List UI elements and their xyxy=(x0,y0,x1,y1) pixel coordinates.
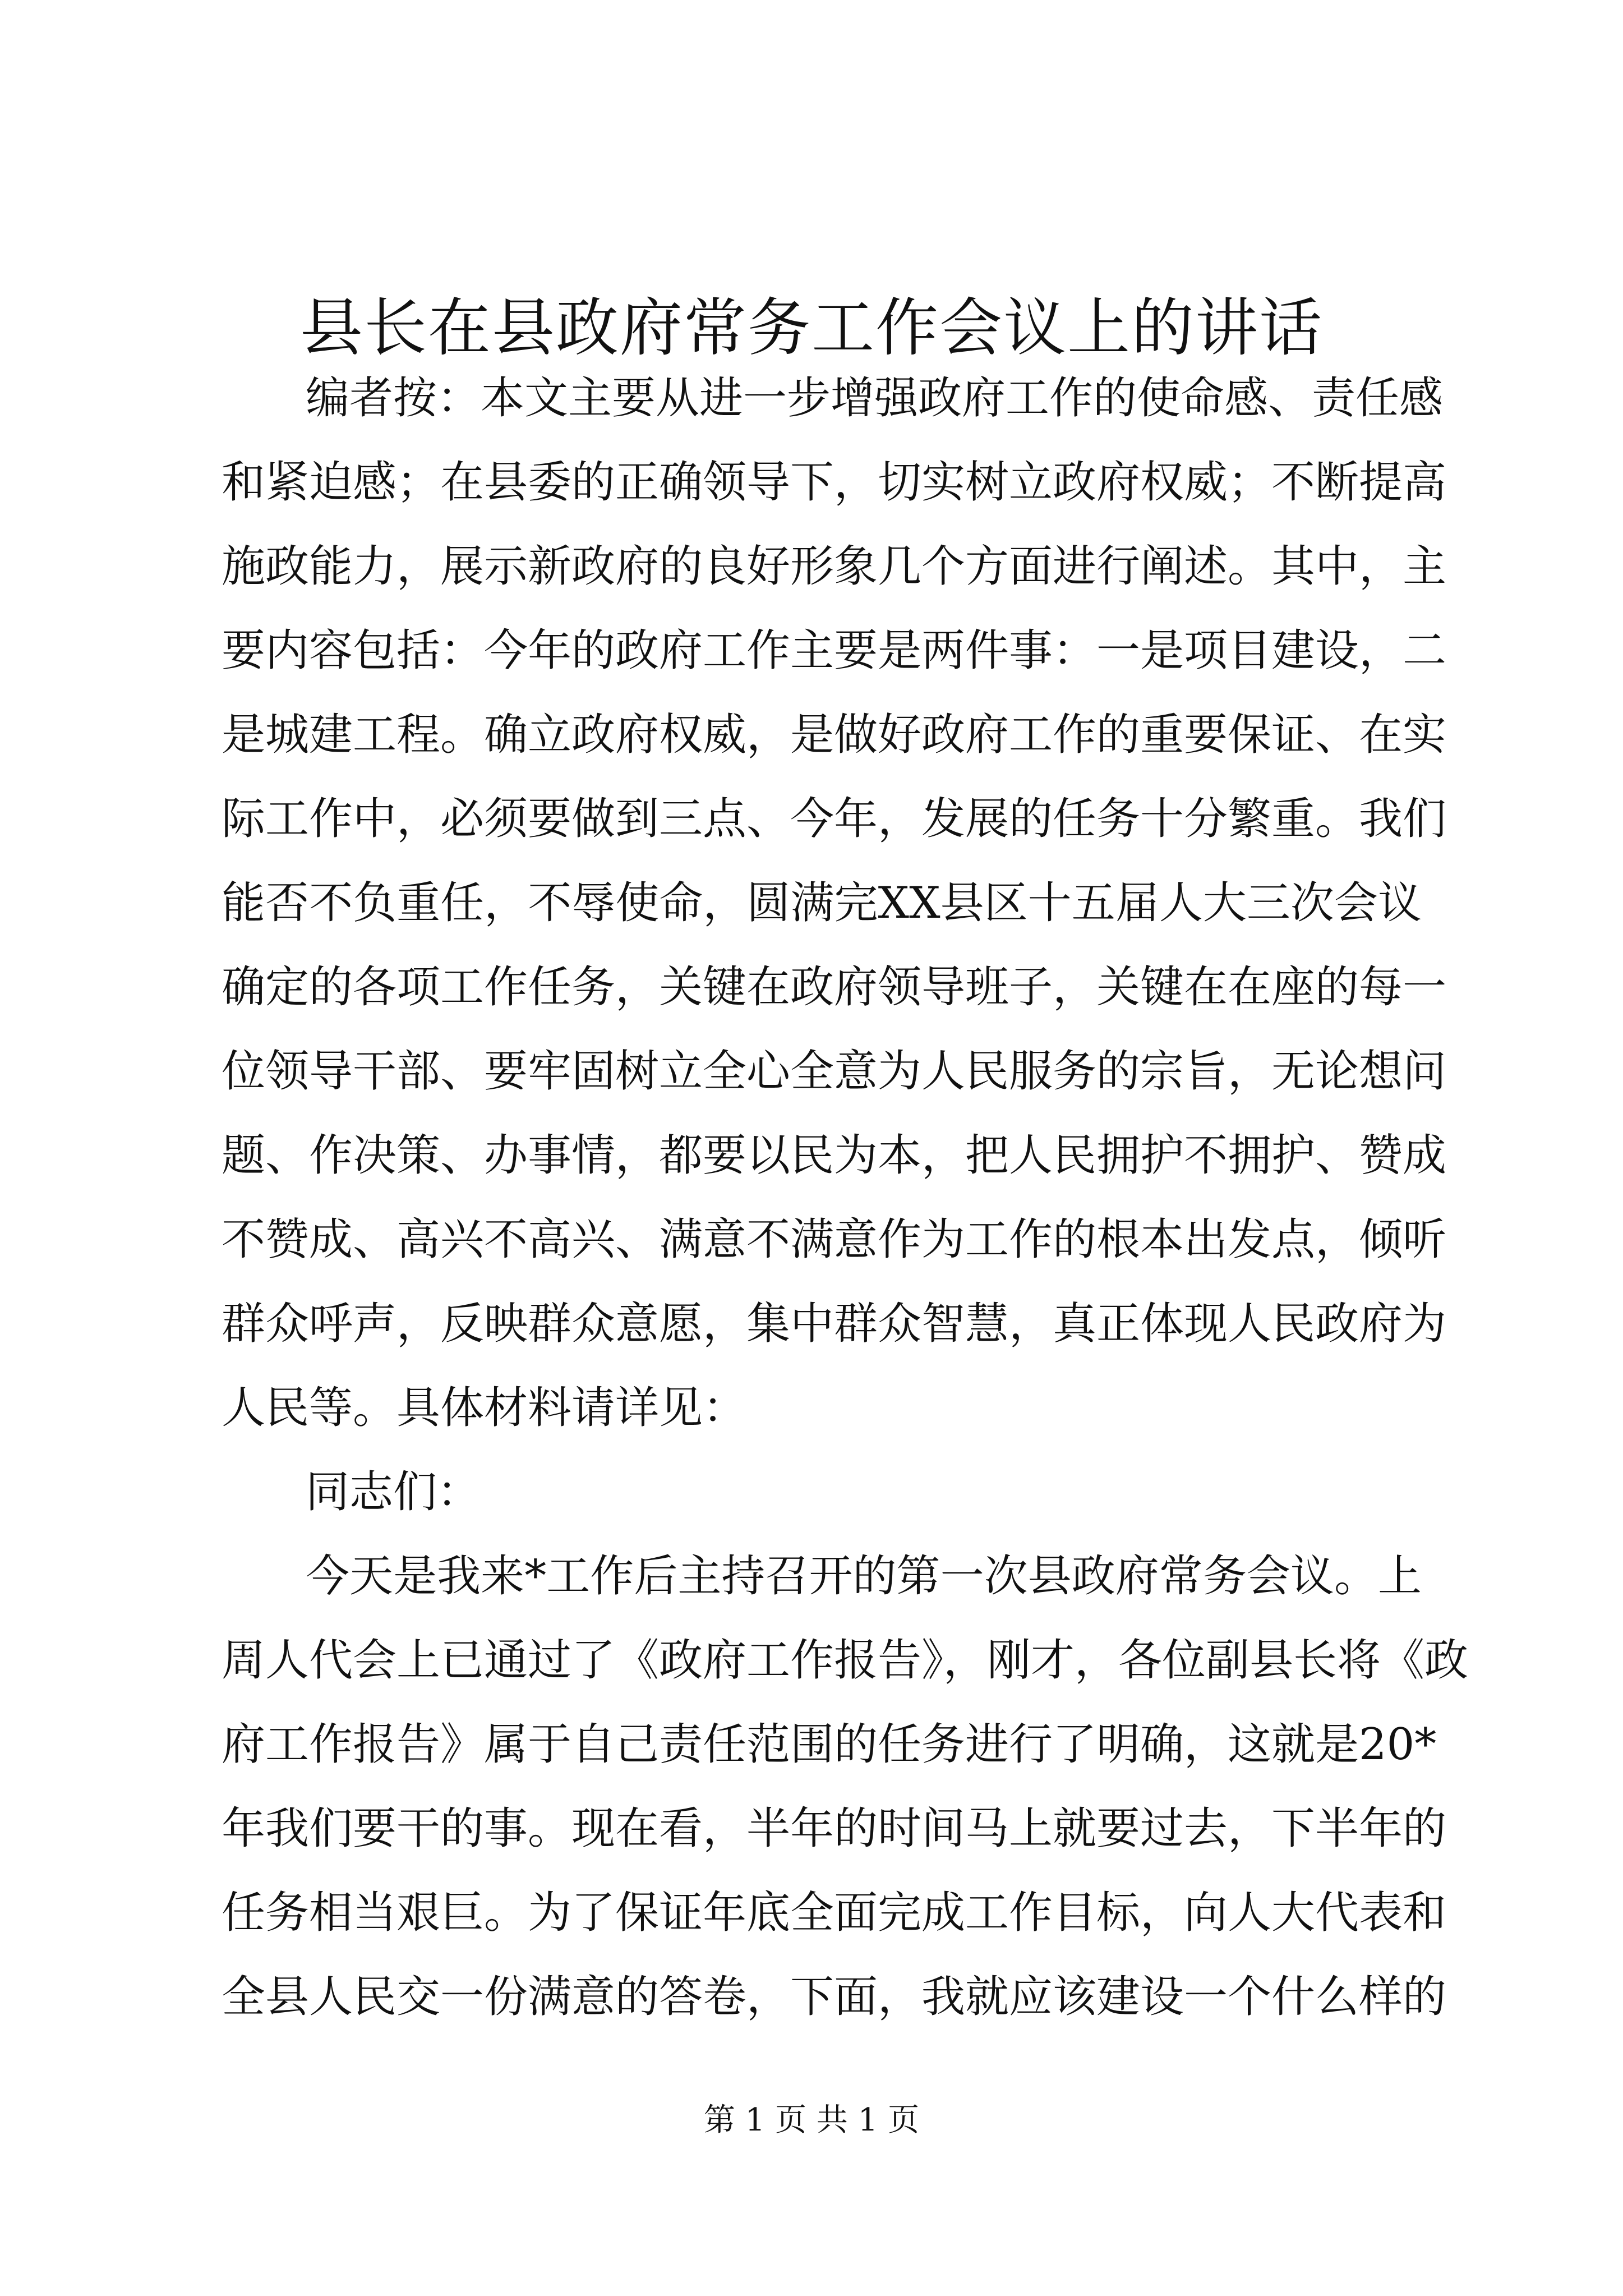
body-line: 年我们要干的事。现在看，半年的时间马上就要过去，下半年的 xyxy=(222,1803,1447,1854)
editor-note-line: 编者按：本文主要从进一步增强政府工作的使命感、责任感 xyxy=(306,373,1444,424)
body-line: 周人代会上已通过了《政府工作报告》，刚才，各位副县长将《政 xyxy=(222,1635,1469,1686)
salutation: 同志们： xyxy=(306,1467,481,1517)
body-line: 今天是我来*工作后主持召开的第一次县政府常务会议。上 xyxy=(306,1551,1422,1602)
editor-note-line: 题、作决策、办事情，都要以民为本，把人民拥护不拥护、赞成 xyxy=(222,1130,1447,1181)
editor-note-line: 能否不负重任，不辱使命，圆满完XX县区十五届人大三次会议 xyxy=(222,878,1422,928)
editor-note-line: 确定的各项工作任务，关键在政府领导班子，关键在在座的每一 xyxy=(222,962,1447,1013)
page-footer: 第 1 页 共 1 页 xyxy=(703,2102,920,2138)
editor-note-line: 不赞成、高兴不高兴、满意不满意作为工作的根本出发点，倾听 xyxy=(222,1214,1447,1265)
editor-note-line: 际工作中，必须要做到三点、今年，发展的任务十分繁重。我们 xyxy=(222,794,1447,844)
document-title: 县长在县政府常务工作会议上的讲话 xyxy=(300,292,1323,365)
editor-note-line: 施政能力，展示新政府的良好形象几个方面进行阐述。其中，主 xyxy=(222,541,1447,592)
editor-note-line: 和紧迫感；在县委的正确领导下，切实树立政府权威；不断提高 xyxy=(222,457,1447,508)
body-line: 府工作报告》属于自己责任范围的任务进行了明确，这就是20* xyxy=(222,1719,1437,1770)
editor-note-line: 人民等。具体材料请详见： xyxy=(222,1383,747,1433)
body-line: 任务相当艰巨。为了保证年底全面完成工作目标，向人大代表和 xyxy=(222,1888,1447,1938)
body-line: 全县人民交一份满意的答卷，下面，我就应该建设一个什么样的 xyxy=(222,1972,1447,2022)
editor-note-line: 群众呼声，反映群众意愿，集中群众智慧，真正体现人民政府为 xyxy=(222,1299,1447,1349)
editor-note-line: 位领导干部、要牢固树立全心全意为人民服务的宗旨，无论想问 xyxy=(222,1046,1447,1097)
editor-note-line: 是城建工程。确立政府权威，是做好政府工作的重要保证、在实 xyxy=(222,710,1447,760)
editor-note-line: 要内容包括：今年的政府工作主要是两件事：一是项目建设，二 xyxy=(222,625,1447,676)
